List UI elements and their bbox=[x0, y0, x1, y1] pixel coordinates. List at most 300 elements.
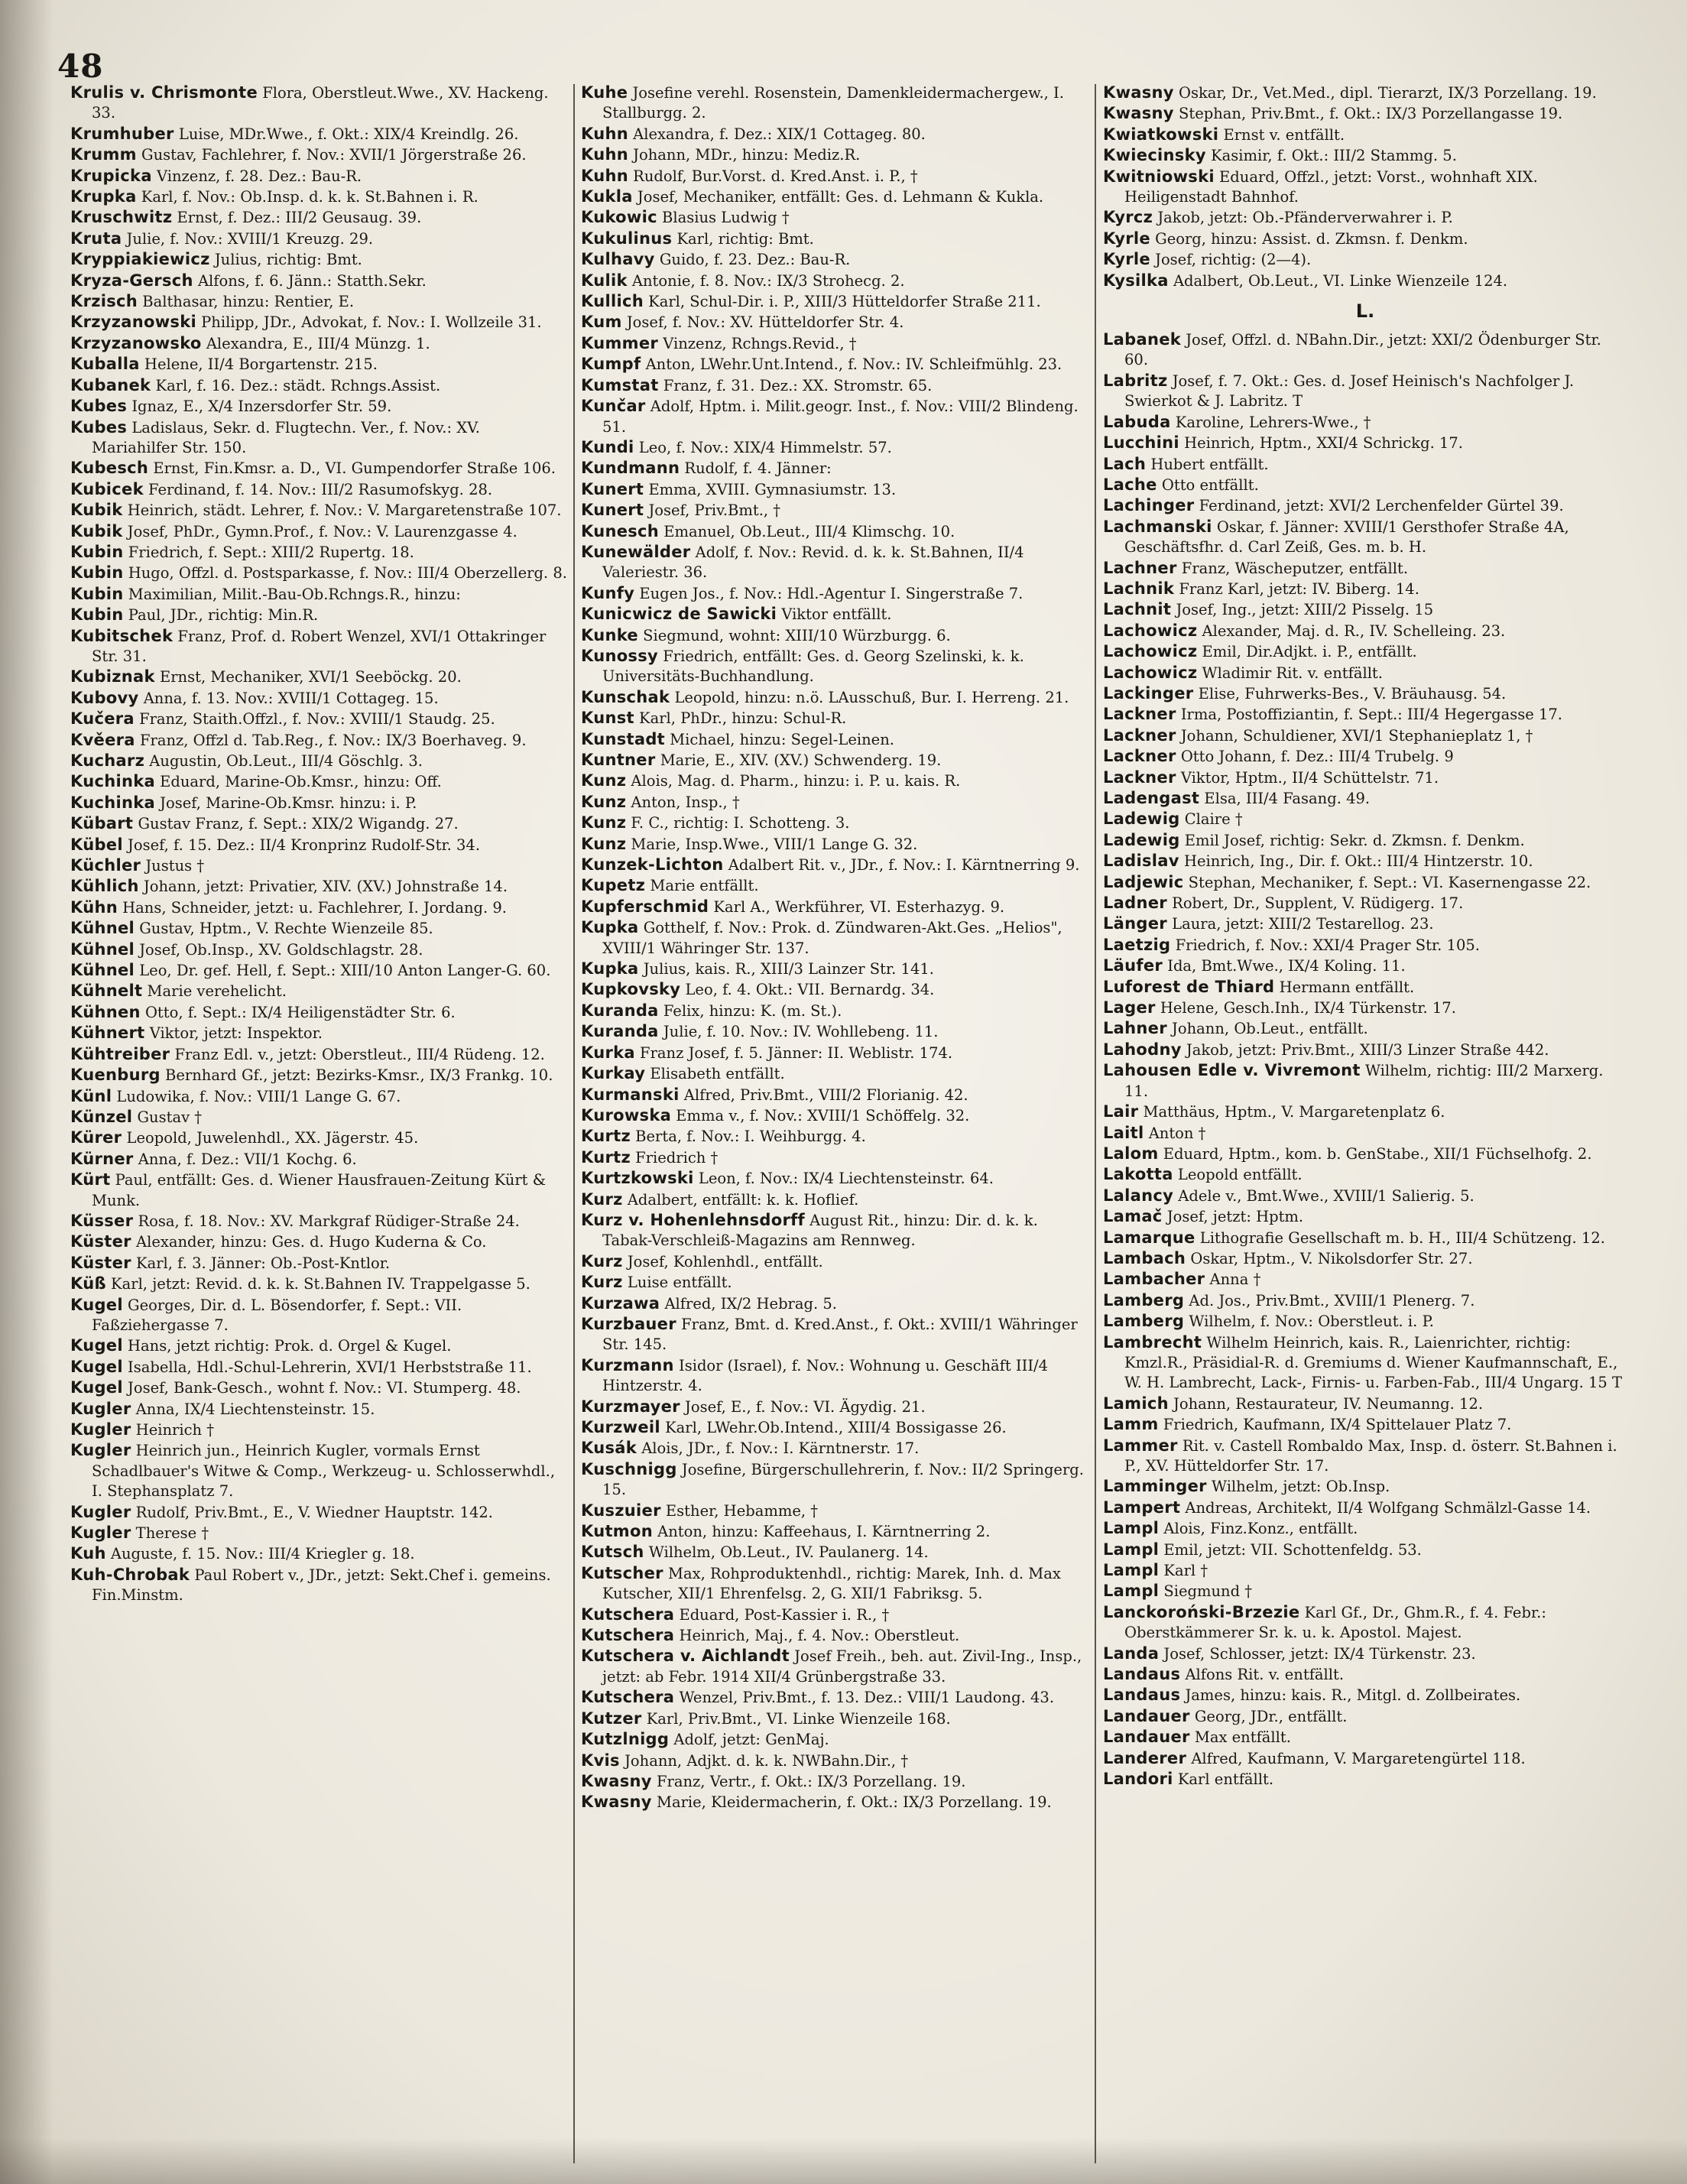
entry-surname: Lampl bbox=[1103, 1582, 1160, 1601]
entry-details: Marie, Insp.Wwe., VIII/1 Lange G. 32. bbox=[626, 835, 918, 853]
directory-entry bbox=[581, 521, 1087, 542]
column-divider bbox=[1095, 84, 1096, 2163]
entry-surname: Kvěera bbox=[70, 730, 135, 749]
entry-details: Max, Rohproduktenhdl., richtig: Marek, Inh. d. Max Kutscher, XII/1 Ehrenfelsg. 2, G. XII/1 Fabriksg. 5. bbox=[602, 1564, 1061, 1603]
entry-details: Viktor entfällt. bbox=[777, 605, 892, 624]
entry-details: Georg, JDr., entfällt. bbox=[1189, 1707, 1348, 1725]
entry-surname: Landori bbox=[1103, 1770, 1173, 1789]
entry-details: Franz, Wäscheputzer, entfällt. bbox=[1176, 559, 1409, 577]
entry-details: Hubert entfällt. bbox=[1146, 455, 1269, 473]
directory-entry bbox=[1103, 914, 1627, 934]
directory-entry bbox=[70, 1378, 567, 1398]
directory-entry bbox=[581, 583, 1087, 604]
directory-entry bbox=[1103, 125, 1627, 145]
directory-entry bbox=[581, 1210, 1087, 1251]
entry-details: Franz Karl, jetzt: IV. Biberg. 14. bbox=[1174, 579, 1419, 598]
entry-details: Jakob, jetzt: Priv.Bmt., XIII/3 Linzer Straße 442. bbox=[1181, 1040, 1549, 1059]
entry-details: Emil Josef, richtig: Sekr. d. Zkmsn. f. Denkm. bbox=[1179, 831, 1525, 849]
directory-entry bbox=[1103, 1727, 1627, 1748]
directory-entry bbox=[70, 249, 567, 270]
entry-surname: Kuhn bbox=[581, 166, 628, 185]
entry-details: Siegmund † bbox=[1159, 1582, 1253, 1601]
directory-entry bbox=[581, 1625, 1087, 1646]
entry-surname: Lampl bbox=[1103, 1540, 1160, 1559]
entry-details: Marie verehelicht. bbox=[142, 982, 287, 1001]
directory-entry bbox=[581, 291, 1087, 312]
entry-surname: Ladislav bbox=[1103, 852, 1179, 871]
entry-details: Adolf, Hptm. i. Milit.geogr. Inst., f. Nov.: VIII/2 Blindeng. 51. bbox=[602, 398, 1079, 436]
entry-surname: Kürner bbox=[70, 1149, 134, 1168]
entry-surname: Kutschera bbox=[581, 1626, 675, 1645]
directory-entry bbox=[581, 187, 1087, 207]
entry-surname: Kübel bbox=[70, 835, 123, 854]
directory-entry bbox=[70, 855, 567, 876]
directory-entry bbox=[1103, 1040, 1627, 1060]
entry-surname: Kutsch bbox=[581, 1543, 644, 1562]
directory-entry bbox=[1103, 599, 1627, 620]
entry-details: Adalbert, entfällt: k. k. Hoflief. bbox=[622, 1190, 859, 1209]
directory-entry bbox=[581, 875, 1087, 896]
directory-entry bbox=[70, 876, 567, 897]
entry-surname: Küsser bbox=[70, 1211, 134, 1230]
entry-surname: Kupka bbox=[581, 918, 639, 937]
entry-details: Berta, f. Nov.: I. Weihburgg. 4. bbox=[630, 1128, 866, 1146]
entry-surname: Kunstadt bbox=[581, 729, 665, 748]
directory-entry bbox=[581, 1709, 1087, 1729]
entry-surname: Kwasny bbox=[581, 1793, 652, 1812]
directory-entry bbox=[70, 1357, 567, 1378]
entry-surname: Ladengast bbox=[1103, 789, 1200, 807]
entry-surname: Kunicwicz de Sawicki bbox=[581, 605, 777, 624]
entry-details: Emanuel, Ob.Leut., III/4 Klimschg. 10. bbox=[659, 522, 955, 540]
directory-entry bbox=[581, 1687, 1087, 1708]
entry-details: Karl, f. 3. Jänner: Ob.-Post-Kntlor. bbox=[131, 1254, 391, 1272]
entry-surname: Kubin bbox=[70, 605, 124, 625]
directory-entry bbox=[70, 1274, 567, 1294]
entry-details: Ferdinand, f. 14. Nov.: III/2 Rasumofskyg. 28. bbox=[143, 480, 493, 498]
directory-entry bbox=[581, 834, 1087, 855]
entry-details: Oskar, f. Jänner: XVIII/1 Gersthofer Straße 4A, Geschäftsfhr. d. Carl Zeiß, Ges. m. b. H. bbox=[1124, 518, 1569, 557]
entry-details: Josef, E., f. Nov.: VI. Ägydig. 21. bbox=[680, 1397, 926, 1416]
column-divider bbox=[573, 84, 575, 2163]
directory-entry bbox=[581, 437, 1087, 458]
entry-details: Josef, Ob.Insp., XV. Goldschlagstr. 28. bbox=[135, 940, 423, 959]
entry-surname: Lalancy bbox=[1103, 1186, 1174, 1205]
entry-surname: Krumhuber bbox=[70, 124, 174, 143]
entry-surname: Lanckoroński-Brzezie bbox=[1103, 1602, 1300, 1621]
entry-details: Wilhelm, Ob.Leut., IV. Paulanerg. 14. bbox=[644, 1543, 929, 1562]
entry-surname: Kurmanski bbox=[581, 1085, 680, 1104]
entry-details: Heinrich, städt. Lehrer, f. Nov.: V. Margaretenstraße 107. bbox=[122, 501, 562, 520]
directory-entry bbox=[581, 1771, 1087, 1792]
entry-surname: Kutmon bbox=[581, 1522, 653, 1541]
entry-surname: Kühtreiber bbox=[70, 1044, 170, 1063]
entry-details: Matthäus, Hptm., V. Margaretenplatz 6. bbox=[1138, 1103, 1445, 1121]
entry-details: Franz, Bmt. d. Kred.Anst., f. Okt.: XVIII/1 Währinger Str. 145. bbox=[602, 1315, 1078, 1354]
entry-details: Ad. Jos., Priv.Bmt., XVIII/1 Plenerg. 7. bbox=[1184, 1291, 1475, 1309]
directory-entry bbox=[70, 166, 567, 187]
directory-entry bbox=[581, 229, 1087, 249]
entry-surname: Kühlich bbox=[70, 877, 139, 896]
directory-entry bbox=[581, 1417, 1087, 1438]
directory-entry bbox=[1103, 1269, 1627, 1290]
entry-surname: Ladjewic bbox=[1103, 872, 1184, 891]
directory-entry bbox=[70, 1399, 567, 1420]
entry-surname: Lamich bbox=[1103, 1394, 1169, 1413]
entry-details: Rudolf, f. 4. Jänner: bbox=[680, 459, 832, 478]
entry-details: Adolf, f. Nov.: Revid. d. k. k. St.Bahnen, II/4 Valeriestr. 36. bbox=[602, 543, 1024, 582]
directory-entry bbox=[1103, 872, 1627, 893]
entry-surname: Landerer bbox=[1103, 1748, 1187, 1767]
entry-details: Hermann entfällt. bbox=[1274, 978, 1415, 996]
directory-entry bbox=[1103, 558, 1627, 579]
entry-surname: Kupetz bbox=[581, 876, 646, 895]
entry-surname: Kühn bbox=[70, 897, 118, 917]
entry-details: Wilhelm Heinrich, kais. R., Laienrichter, richtig: Kmzl.R., Präsidial-R. d. Gremiums d. Wiener Kaufmannschaft, E., W. H. Lambrecht, Lack-, Firnis- u. Farben-Fab., III/4 Ungarg. 15 T bbox=[1124, 1333, 1622, 1392]
directory-entry bbox=[581, 1021, 1087, 1042]
directory-entry bbox=[581, 959, 1087, 979]
entry-details: Adele v., Bmt.Wwe., XVIII/1 Salierig. 5. bbox=[1173, 1186, 1475, 1205]
entry-details: Julie, f. 10. Nov.: IV. Wohllebeng. 11. bbox=[658, 1023, 939, 1041]
directory-entry bbox=[1103, 1123, 1627, 1144]
entry-surname: Kutzer bbox=[581, 1709, 642, 1728]
entry-surname: Kubiznak bbox=[70, 667, 155, 686]
entry-details: Michael, hinzu: Segel-Leinen. bbox=[664, 730, 894, 748]
entry-details: Bernhard Gf., jetzt: Bezirks-Kmsr., IX/3 Frankg. 10. bbox=[160, 1066, 553, 1085]
entry-surname: Kugel bbox=[70, 1336, 123, 1355]
entry-details: Eduard, Offzl., jetzt: Vorst., wohnhaft XIX. Heiligenstadt Bahnhof. bbox=[1124, 167, 1538, 206]
entry-surname: Kubesch bbox=[70, 459, 149, 478]
entry-surname: Kühnen bbox=[70, 1002, 141, 1021]
entry-surname: Kwasny bbox=[1103, 83, 1174, 102]
entry-surname: Kubovy bbox=[70, 688, 139, 707]
entry-details: James, hinzu: kais. R., Mitgl. d. Zollbeirates. bbox=[1180, 1686, 1521, 1705]
entry-surname: Kurkay bbox=[581, 1064, 646, 1083]
entry-surname: Kubin bbox=[70, 542, 124, 561]
directory-entry bbox=[581, 1251, 1087, 1272]
directory-entry bbox=[581, 897, 1087, 917]
directory-entry bbox=[581, 1063, 1087, 1084]
directory-entry bbox=[1103, 621, 1627, 641]
entry-details: Josef, Ing., jetzt: XIII/2 Pisselg. 15 bbox=[1171, 601, 1434, 619]
entry-surname: Kuballa bbox=[70, 355, 140, 374]
entry-details: Rosa, f. 18. Nov.: XV. Markgraf Rüdiger-Straße 24. bbox=[133, 1212, 520, 1230]
entry-surname: Lachmanski bbox=[1103, 517, 1212, 536]
directory-entry bbox=[1103, 788, 1627, 809]
entry-details: Therese † bbox=[131, 1524, 209, 1543]
directory-entry bbox=[1103, 1560, 1627, 1581]
directory-entry bbox=[581, 144, 1087, 165]
entry-details: Hans, jetzt richtig: Prok. d. Orgel & Kugel. bbox=[122, 1337, 452, 1355]
directory-entry bbox=[1103, 1518, 1627, 1539]
directory-entry bbox=[1103, 935, 1627, 956]
entry-surname: Labuda bbox=[1103, 412, 1171, 431]
entry-surname: Kukulinus bbox=[581, 229, 673, 248]
directory-entry bbox=[70, 939, 567, 960]
entry-details: Claire † bbox=[1179, 810, 1243, 829]
entry-surname: Kulhavy bbox=[581, 250, 655, 269]
directory-entry bbox=[1103, 1206, 1627, 1227]
directory-entry bbox=[1103, 1540, 1627, 1560]
directory-entry bbox=[581, 1105, 1087, 1126]
directory-entry bbox=[70, 479, 567, 500]
directory-entry bbox=[581, 979, 1087, 1000]
entry-details: Josef, Marine-Ob.Kmsr. hinzu: i. P. bbox=[154, 793, 417, 812]
directory-entry bbox=[1103, 1311, 1627, 1332]
entry-details: Marie, Kleidermacherin, f. Okt.: IX/3 Porzellang. 19. bbox=[651, 1793, 1052, 1812]
entry-surname: Kunert bbox=[581, 501, 644, 520]
entry-surname: Ladner bbox=[1103, 894, 1167, 913]
entry-details: Karl † bbox=[1159, 1562, 1208, 1580]
entry-details: Josef, Mechaniker, entfällt: Ges. d. Lehmann & Kukla. bbox=[632, 188, 1044, 206]
directory-entry bbox=[581, 479, 1087, 500]
entry-surname: Kurowska bbox=[581, 1105, 672, 1124]
entry-surname: Ladewig bbox=[1103, 830, 1180, 849]
entry-details: Johann, Ob.Leut., entfällt. bbox=[1166, 1020, 1368, 1038]
directory-entry bbox=[1103, 893, 1627, 914]
directory-entry bbox=[1103, 412, 1627, 433]
directory-entry bbox=[581, 1293, 1087, 1314]
entry-details: Hans, Schneider, jetzt: u. Fachlehrer, I. Jordang. 9. bbox=[117, 898, 508, 917]
entry-surname: Kukla bbox=[581, 187, 633, 206]
directory-entry bbox=[1103, 1394, 1627, 1414]
directory-entry bbox=[70, 1232, 567, 1252]
entry-surname: Kyrle bbox=[1103, 250, 1150, 269]
entry-surname: Kwasny bbox=[581, 1771, 652, 1790]
directory-entry bbox=[581, 1792, 1087, 1812]
entry-surname: Lachnit bbox=[1103, 600, 1172, 619]
entry-details: Marie entfällt. bbox=[645, 877, 759, 895]
entry-surname: Lachowicz bbox=[1103, 642, 1198, 661]
entry-surname: Kunčar bbox=[581, 397, 646, 416]
directory-entry bbox=[581, 542, 1087, 583]
entry-surname: Kwasny bbox=[1103, 104, 1174, 123]
entry-surname: Kundi bbox=[581, 437, 634, 456]
directory-entry bbox=[70, 1002, 567, 1023]
entry-details: Anton, Insp., † bbox=[626, 793, 740, 811]
directory-entry bbox=[581, 687, 1087, 708]
entry-surname: Lachowicz bbox=[1103, 663, 1198, 682]
directory-entry bbox=[581, 124, 1087, 144]
entry-surname: Kurzmann bbox=[581, 1355, 674, 1374]
entry-details: Karl A., Werkführer, VI. Esterhazyg. 9. bbox=[709, 897, 1005, 916]
entry-surname: Kupka bbox=[581, 959, 639, 978]
directory-entry bbox=[1103, 725, 1627, 746]
directory-entry bbox=[70, 813, 567, 834]
directory-entry bbox=[70, 458, 567, 479]
entry-surname: Kugel bbox=[70, 1295, 123, 1314]
directory-entry bbox=[70, 1044, 567, 1065]
directory-entry bbox=[581, 625, 1087, 646]
entry-surname: Lampl bbox=[1103, 1561, 1160, 1580]
entry-details: Alois, Finz.Konz., entfällt. bbox=[1159, 1520, 1358, 1538]
directory-entry bbox=[1103, 495, 1627, 516]
entry-details: Viktor, Hptm., II/4 Schüttelstr. 71. bbox=[1176, 768, 1439, 787]
entry-surname: Lambach bbox=[1103, 1248, 1186, 1267]
directory-entry bbox=[1103, 1685, 1627, 1705]
entry-details: Heinrich, Ing., Dir. f. Okt.: III/4 Hintzerstr. 10. bbox=[1179, 852, 1533, 871]
entry-details: Jakob, jetzt: Ob.-Pfänderverwahrer i. P. bbox=[1153, 209, 1453, 227]
entry-details: Elsa, III/4 Fasang. 49. bbox=[1199, 790, 1371, 807]
directory-entry bbox=[581, 1189, 1087, 1210]
entry-details: Lithografie Gesellschaft m. b. H., III/4 Schützeng. 12. bbox=[1195, 1228, 1605, 1247]
entry-surname: Lahner bbox=[1103, 1019, 1167, 1038]
entry-details: Karl, PhDr., hinzu: Schul-R. bbox=[634, 709, 847, 728]
entry-details: Flora, Oberstleut.Wwe., XV. Hackeng. 33. bbox=[92, 84, 549, 122]
directory-entry bbox=[70, 771, 567, 792]
entry-details: Emma v., f. Nov.: XVIII/1 Schöffelg. 32. bbox=[671, 1106, 970, 1124]
entry-surname: Kühnel bbox=[70, 939, 135, 959]
directory-entry bbox=[1103, 1248, 1627, 1269]
entry-surname: Kugel bbox=[70, 1378, 123, 1397]
entry-details: F. C., richtig: I. Schotteng. 3. bbox=[626, 814, 850, 832]
entry-details: Stephan, Mechaniker, f. Sept.: VI. Kasernengasse 22. bbox=[1183, 873, 1591, 891]
directory-entry bbox=[1103, 271, 1627, 291]
directory-entry bbox=[70, 207, 567, 228]
page-number: 48 bbox=[57, 47, 104, 85]
entry-details: Vinzenz, f. 28. Dez.: Bau-R. bbox=[151, 167, 362, 185]
directory-entry bbox=[1103, 83, 1627, 103]
entry-surname: Kurz bbox=[581, 1273, 623, 1292]
entry-details: Leo, Dr. gef. Hell, f. Sept.: XIII/10 Anton Langer-G. 60. bbox=[135, 962, 551, 980]
directory-entry bbox=[581, 1729, 1087, 1750]
directory-entry bbox=[1103, 956, 1627, 976]
directory-entry bbox=[70, 730, 567, 751]
entry-details: Philipp, JDr., Advokat, f. Nov.: I. Wollzeile 31. bbox=[196, 313, 542, 332]
entry-details: Leo, f. Nov.: XIX/4 Himmelstr. 57. bbox=[634, 438, 892, 456]
entry-surname: Küchler bbox=[70, 856, 141, 875]
directory-entry bbox=[581, 750, 1087, 771]
directory-entry bbox=[581, 249, 1087, 270]
entry-details: Johann, jetzt: Privatier, XIV. (XV.) Johnstraße 14. bbox=[138, 878, 508, 896]
entry-details: Guido, f. 23. Dez.: Bau-R. bbox=[654, 251, 851, 269]
directory-entry bbox=[581, 1563, 1087, 1605]
entry-details: Esther, Hebamme, † bbox=[660, 1501, 819, 1520]
entry-details: Adalbert, Ob.Leut., VI. Linke Wienzeile 124. bbox=[1168, 271, 1508, 290]
entry-details: Andreas, Architekt, II/4 Wolfgang Schmälzl-Gasse 14. bbox=[1180, 1498, 1591, 1517]
directory-entry bbox=[70, 396, 567, 417]
entry-surname: Lammer bbox=[1103, 1436, 1178, 1455]
entry-surname: Kürer bbox=[70, 1128, 122, 1147]
entry-surname: Kruta bbox=[70, 229, 122, 248]
entry-details: Leopold, hinzu: n.ö. LAusschuß, Bur. I. Herreng. 21. bbox=[670, 688, 1069, 706]
directory-entry bbox=[70, 1107, 567, 1128]
entry-details: Helene, Gesch.Inh., IX/4 Türkenstr. 17. bbox=[1155, 999, 1456, 1017]
directory-entry bbox=[1103, 1144, 1627, 1164]
entry-surname: Lachner bbox=[1103, 558, 1177, 577]
entry-surname: Lachnik bbox=[1103, 579, 1175, 598]
entry-details: Isidor (Israel), f. Nov.: Wohnung u. Geschäft III/4 Hintzerstr. 4. bbox=[602, 1356, 1049, 1395]
entry-details: Johann, Adjkt. d. k. k. NWBahn.Dir., † bbox=[619, 1751, 909, 1770]
directory-entry bbox=[581, 792, 1087, 813]
entry-details: Franz, Staith.Offzl., f. Nov.: XVIII/1 Staudg. 25. bbox=[134, 710, 495, 729]
entry-details: Franz, Prof. d. Robert Wenzel, XVI/1 Ottakringer Str. 31. bbox=[92, 627, 547, 665]
entry-surname: Kühnel bbox=[70, 961, 135, 980]
entry-details: Alois, Mag. d. Pharm., hinzu: i. P. u. kais. R. bbox=[626, 772, 961, 790]
entry-surname: Lamberg bbox=[1103, 1290, 1185, 1309]
entry-surname: Kukowic bbox=[581, 208, 657, 227]
entry-details: Anna, f. Dez.: VII/1 Kochg. 6. bbox=[133, 1150, 357, 1168]
entry-details: Rit. v. Castell Rombaldo Max, Insp. d. österr. St.Bahnen i. P., XV. Hütteldorfer Str. 17. bbox=[1124, 1436, 1617, 1475]
directory-entry bbox=[1103, 809, 1627, 829]
entry-details: Rudolf, Priv.Bmt., E., V. Wiedner Hauptstr. 142. bbox=[131, 1503, 493, 1521]
directory-entry bbox=[581, 729, 1087, 750]
entry-details: Alexander, Maj. d. R., IV. Schelleing. 23. bbox=[1197, 621, 1506, 640]
entry-surname: Kutschera bbox=[581, 1605, 675, 1624]
entry-details: August Rit., hinzu: Dir. d. k. k. Tabak-Verschleiß-Magazins am Rennweg. bbox=[602, 1211, 1038, 1250]
entry-details: Julius, kais. R., XIII/3 Lainzer Str. 141. bbox=[638, 960, 934, 978]
directory-entry bbox=[70, 563, 567, 583]
entry-surname: Laetzig bbox=[1103, 935, 1171, 954]
directory-entry bbox=[1103, 641, 1627, 662]
directory-entry bbox=[1103, 517, 1627, 558]
entry-surname: Kutschera bbox=[581, 1688, 675, 1707]
entry-surname: Kuchinka bbox=[70, 793, 155, 812]
entry-surname: Kupferschmid bbox=[581, 897, 709, 916]
directory-entry bbox=[1103, 475, 1627, 495]
entry-details: Viktor, jetzt: Inspektor. bbox=[144, 1024, 323, 1043]
directory-entry bbox=[1103, 1581, 1627, 1601]
entry-surname: Lackner bbox=[1103, 747, 1176, 766]
entry-surname: Läufer bbox=[1103, 956, 1163, 975]
entry-details: Ladislaus, Sekr. d. Flugtechn. Ver., f. Nov.: XV. Mariahilfer Str. 150. bbox=[92, 418, 481, 456]
directory-entry bbox=[581, 1043, 1087, 1063]
entry-details: Johann, Schuldiener, XVI/1 Stephanieplatz 1, † bbox=[1176, 726, 1533, 745]
directory-entry bbox=[1103, 1414, 1627, 1435]
entry-surname: Kugel bbox=[70, 1357, 123, 1376]
directory-entry bbox=[70, 542, 567, 563]
entry-surname: Lache bbox=[1103, 475, 1157, 494]
entry-surname: Lampert bbox=[1103, 1498, 1181, 1517]
directory-entry bbox=[1103, 207, 1627, 228]
directory-entry bbox=[581, 1605, 1087, 1625]
entry-details: Anton, LWehr.Unt.Intend., f. Nov.: IV. Schleifmühlg. 23. bbox=[641, 355, 1062, 374]
entry-details: Josef, jetzt: Hptm. bbox=[1162, 1208, 1304, 1226]
directory-entry bbox=[70, 1065, 567, 1086]
entry-details: Eugen Jos., f. Nov.: Hdl.-Agentur I. Singerstraße 7. bbox=[634, 584, 1024, 602]
entry-details: Johann, MDr., hinzu: Mediz.R. bbox=[628, 146, 861, 164]
entry-details: Leopold entfällt. bbox=[1173, 1166, 1303, 1184]
entry-surname: Kutscher bbox=[581, 1563, 663, 1582]
entry-details: Robert, Dr., Supplent, V. Rüdigerg. 17. bbox=[1166, 894, 1464, 913]
entry-surname: Kubin bbox=[70, 563, 124, 583]
entry-surname: Künzel bbox=[70, 1107, 133, 1126]
entry-surname: Kurz bbox=[581, 1251, 623, 1270]
entry-details: Otto Johann, f. Dez.: III/4 Trubelg. 9 bbox=[1176, 748, 1454, 766]
entry-surname: Lackner bbox=[1103, 705, 1176, 724]
entry-details: Josefine verehl. Rosenstein, Damenkleidermachergew., I. Stallburgg. 2. bbox=[602, 84, 1064, 122]
entry-details: Adalbert Rit. v., JDr., f. Nov.: I. Kärntnerring 9. bbox=[723, 856, 1080, 875]
entry-details: Oskar, Hptm., V. Nikolsdorfer Str. 27. bbox=[1186, 1249, 1473, 1267]
directory-entry bbox=[1103, 579, 1627, 599]
entry-details: Karl entfällt. bbox=[1173, 1770, 1274, 1789]
entry-details: Gustav † bbox=[132, 1108, 203, 1126]
entry-details: Alfons, f. 6. Jänn.: Statth.Sekr. bbox=[193, 271, 427, 290]
entry-surname: Krulis v. Chrismonte bbox=[70, 83, 258, 102]
entry-details: Karl, f. 16. Dez.: städt. Rchngs.Assist. bbox=[151, 376, 441, 394]
entry-surname: Kundmann bbox=[581, 459, 680, 478]
directory-entry bbox=[581, 500, 1087, 521]
column-3 bbox=[1103, 83, 1627, 2169]
entry-surname: Lalom bbox=[1103, 1144, 1159, 1163]
entry-surname: Kübart bbox=[70, 814, 134, 833]
directory-entry bbox=[581, 1314, 1087, 1355]
directory-entry bbox=[70, 1023, 567, 1043]
directory-entry bbox=[581, 271, 1087, 291]
directory-entry bbox=[70, 333, 567, 354]
directory-entry bbox=[1103, 767, 1627, 788]
entry-details: Franz Edl. v., jetzt: Oberstleut., III/4 Rüdeng. 12. bbox=[170, 1045, 545, 1063]
